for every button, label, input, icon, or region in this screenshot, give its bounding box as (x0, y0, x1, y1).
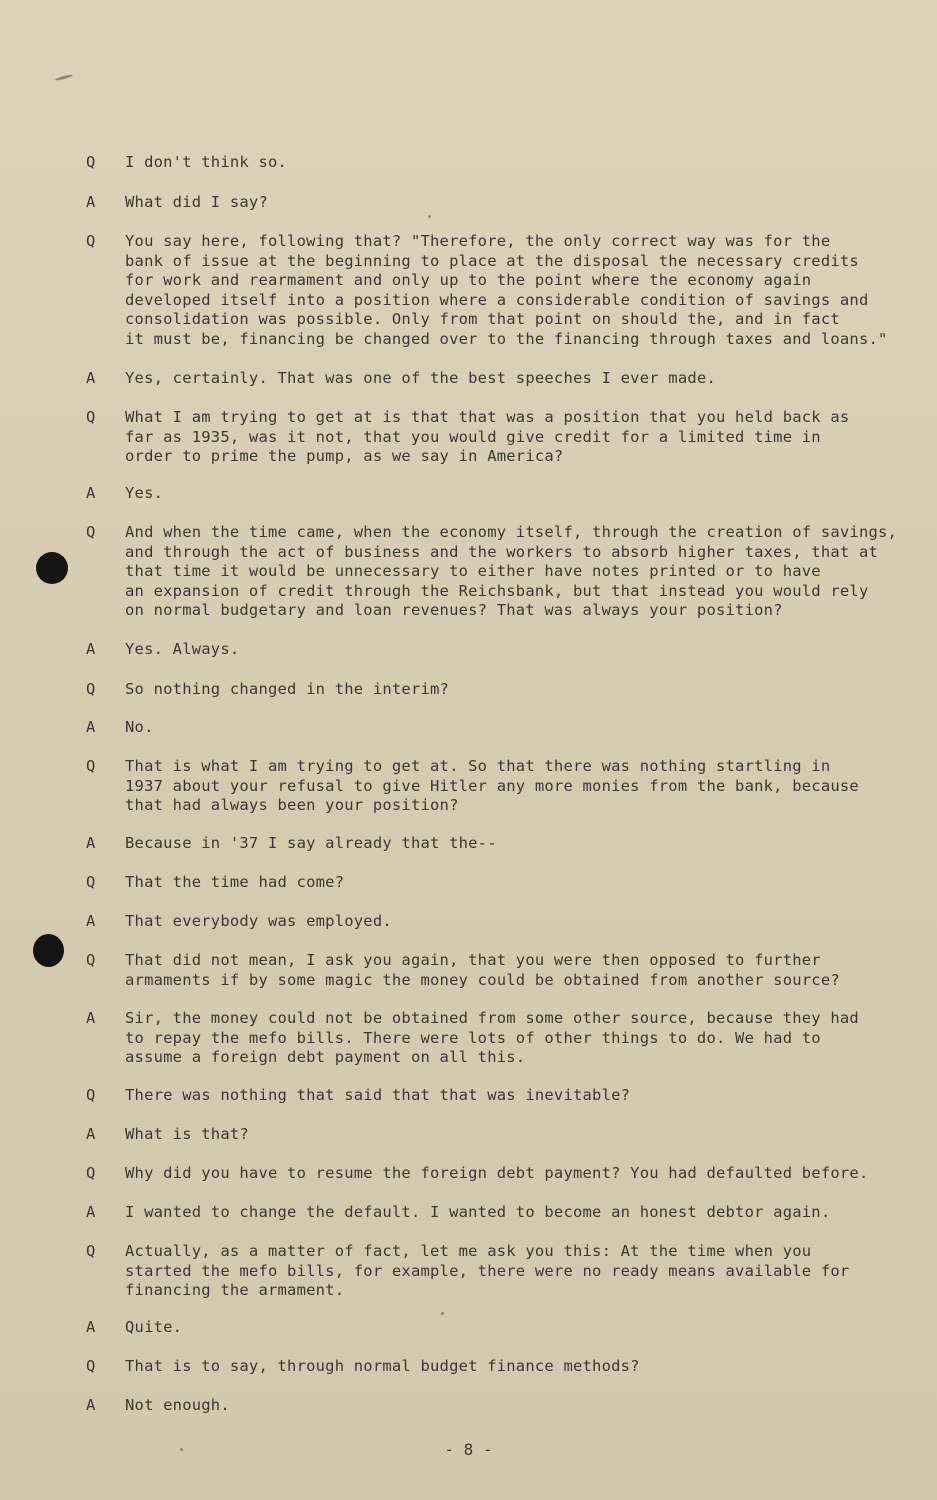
speaker-label: A (86, 912, 96, 930)
speaker-label: Q (86, 1164, 96, 1182)
speaker-label: A (86, 1125, 96, 1143)
speaker-label: A (86, 834, 96, 852)
speaker-label: Q (86, 680, 96, 698)
speaker-label: A (86, 1396, 96, 1414)
entry-text: Because in '37 I say already that the-- (125, 834, 497, 852)
paper-speck (441, 1312, 444, 1315)
entry-text: That is what I am trying to get at. So that there was nothing startling in 1937 about your refusal to give Hitler any more monies from the bank, because that had always been your position? (125, 757, 859, 814)
page-number: - 8 - (444, 1440, 493, 1459)
entry-text: Why did you have to resume the foreign debt payment? You had defaulted before. (125, 1164, 869, 1182)
entry-text: That everybody was employed. (125, 912, 392, 930)
entry-text: You say here, following that? "Therefore, the only correct way was for the bank of issue at the beginning to place at the disposal the necessary credits for work and rearmament and only up to the point where the economy again developed itself into a position where a considerable condition of savings and consolidation was possible. Only from that point on should the, and in fact it must be, financing be changed over to the financing through taxes and loans." (125, 232, 888, 348)
speaker-label: Q (86, 408, 96, 426)
entry-text: There was nothing that said that that was inevitable? (125, 1086, 631, 1104)
speaker-label: A (86, 1318, 96, 1336)
entry-text: That is to say, through normal budget finance methods? (125, 1357, 640, 1375)
entry-text: What is that? (125, 1125, 249, 1143)
speaker-label: A (86, 718, 96, 736)
entry-text: I don't think so. (125, 153, 288, 171)
entry-text: Actually, as a matter of fact, let me ask you this: At the time when you started the mefo bills, for example, there were no ready means available for financing the armament. (125, 1242, 850, 1299)
speaker-label: A (86, 1203, 96, 1221)
speaker-label: Q (86, 1357, 96, 1375)
entry-text: Yes. Always. (125, 640, 240, 658)
entry-text: What did I say? (125, 193, 268, 211)
speaker-label: Q (86, 232, 96, 250)
speaker-label: A (86, 1009, 96, 1027)
speaker-label: Q (86, 757, 96, 775)
entry-text: Yes. (125, 484, 164, 502)
speaker-label: Q (86, 1086, 96, 1104)
speaker-label: Q (86, 1242, 96, 1260)
speaker-label: A (86, 193, 96, 211)
speaker-label: Q (86, 951, 96, 969)
entry-text: Sir, the money could not be obtained from some other source, because they had to repay the mefo bills. There were lots of other things to do. We had to assume a foreign debt payment on all this. (125, 1009, 859, 1066)
entry-text: What I am trying to get at is that that was a position that you held back as far as 1935, was it not, that you would give credit for a limited time in order to prime the pump, as we say in America? (125, 408, 850, 465)
entry-text: Yes, certainly. That was one of the best speeches I ever made. (125, 369, 716, 387)
entry-text: No. (125, 718, 154, 736)
paper-speck (428, 215, 431, 218)
entry-text: Quite. (125, 1318, 183, 1336)
entry-text: That the time had come? (125, 873, 345, 891)
speaker-label: Q (86, 523, 96, 541)
entry-text: Not enough. (125, 1396, 230, 1414)
punch-hole-bottom (33, 934, 64, 967)
punch-hole-top (36, 552, 68, 584)
entry-text: I wanted to change the default. I wanted to become an honest debtor again. (125, 1203, 831, 1221)
paper-speck (55, 74, 73, 82)
speaker-label: A (86, 484, 96, 502)
speaker-label: A (86, 369, 96, 387)
speaker-label: Q (86, 153, 96, 171)
entry-text: So nothing changed in the interim? (125, 680, 450, 698)
entry-text: And when the time came, when the economy itself, through the creation of savings, and through the act of business and the workers to absorb higher taxes, that at that time it would be unnecessary to either have notes printed or to have an expansion of credit through the Reichsbank, but that instead you would rely on normal budgetary and loan revenues? That was always your position? (125, 523, 898, 619)
speaker-label: Q (86, 873, 96, 891)
speaker-label: A (86, 640, 96, 658)
entry-text: That did not mean, I ask you again, that you were then opposed to further armaments if by some magic the money could be obtained from another source? (125, 951, 840, 989)
